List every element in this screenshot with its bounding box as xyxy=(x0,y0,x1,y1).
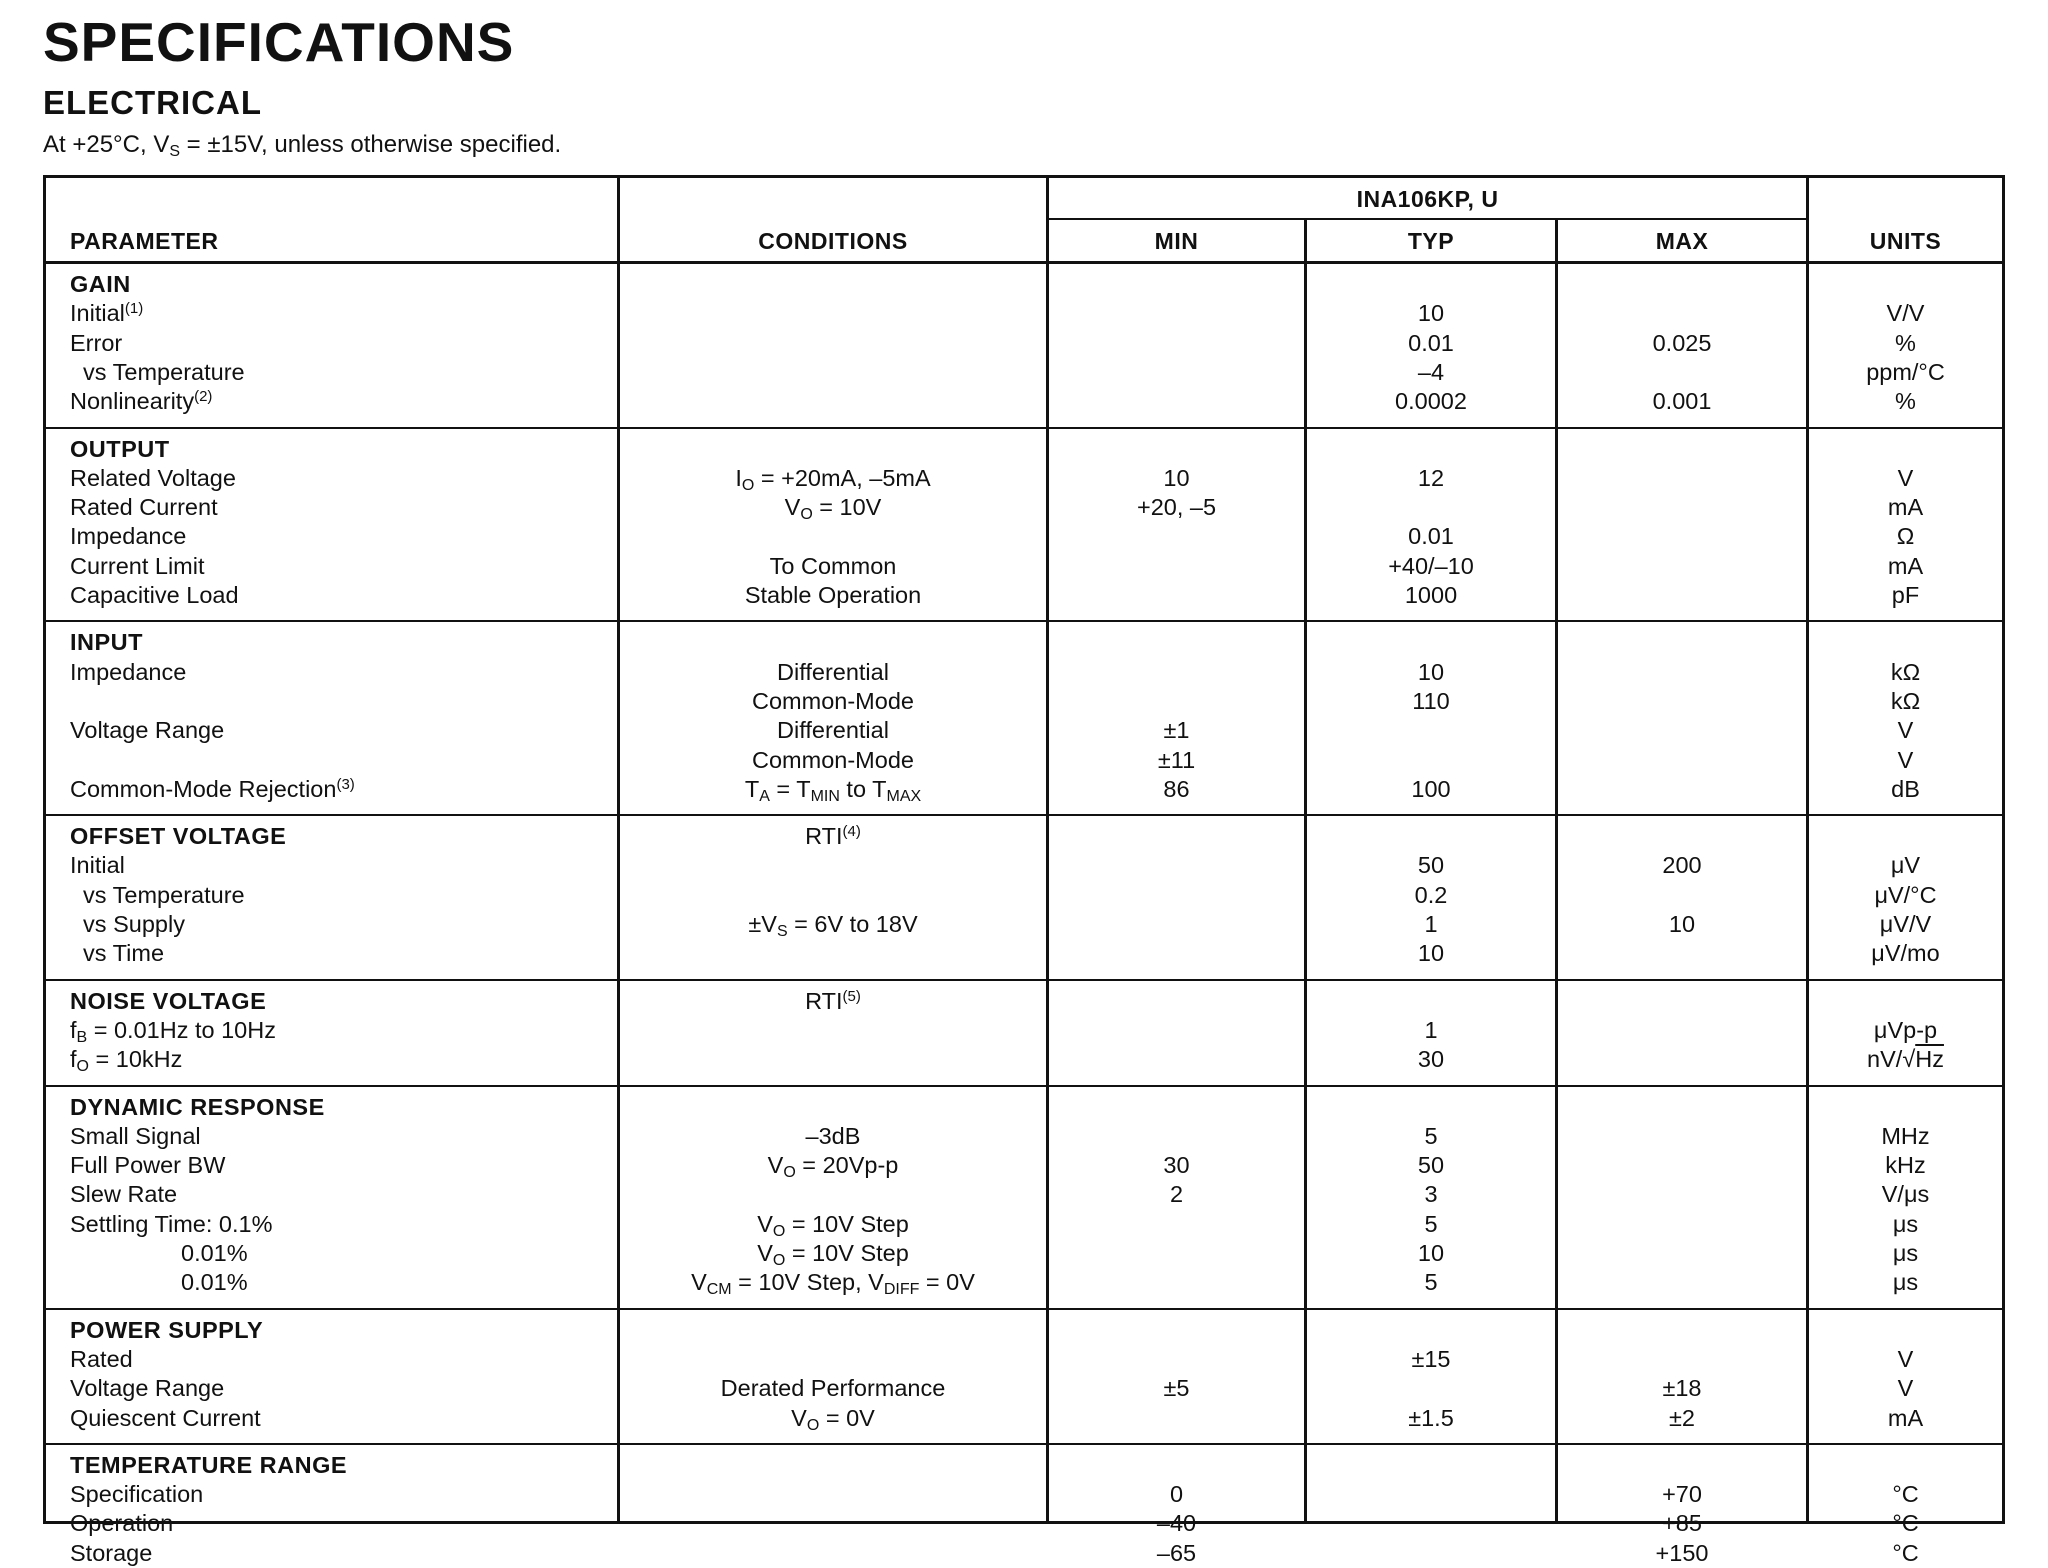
subscript: B xyxy=(76,1028,88,1046)
param-cell: Impedance xyxy=(70,658,187,685)
section-divider xyxy=(46,979,2002,981)
units-cell: ppm/°C xyxy=(1866,358,1945,385)
min-cell: 30 xyxy=(1163,1152,1190,1179)
min-cell: ±5 xyxy=(1163,1375,1190,1402)
units-cell: °C xyxy=(1892,1481,1919,1508)
param-cell: Operation xyxy=(70,1510,174,1537)
section-title: GAIN xyxy=(70,271,131,297)
units-cell: kΩ xyxy=(1890,687,1921,714)
units-cell: V xyxy=(1897,717,1914,744)
subscript: A xyxy=(759,787,770,805)
typ-cell: 1 xyxy=(1424,911,1438,937)
header-parameter: PARAMETER xyxy=(70,228,219,254)
param-cell: Slew Rate xyxy=(70,1181,178,1208)
max-cell: 200 xyxy=(1662,852,1702,879)
typ-cell: 12 xyxy=(1417,464,1445,491)
typ-cell: 10 xyxy=(1417,658,1445,685)
param-cell: 0.01% xyxy=(70,1269,248,1296)
spec-table xyxy=(43,175,2005,1566)
cond-cell: Common-Mode xyxy=(752,746,914,773)
units-cell: μs xyxy=(1892,1240,1919,1266)
units-cell: mA xyxy=(1887,552,1924,579)
param-cell: 0.01% xyxy=(70,1240,248,1266)
min-cell: 10 xyxy=(1163,464,1190,491)
max-cell: 0.001 xyxy=(1652,388,1712,415)
units-cell: V xyxy=(1897,1345,1914,1372)
section-title: OFFSET VOLTAGE xyxy=(70,823,287,850)
param-cell: Impedance xyxy=(70,523,187,550)
units-cell: °C xyxy=(1892,1510,1919,1537)
units-cell: dB xyxy=(1891,775,1920,802)
max-cell: 10 xyxy=(1668,911,1696,937)
max-cell: +85 xyxy=(1662,1510,1702,1537)
typ-cell: ±1.5 xyxy=(1408,1404,1454,1431)
subscript: O xyxy=(772,1252,786,1269)
cond-cell: $T_A = T_{MIN}$ to $T_{MAX}$ xyxy=(744,775,922,805)
subscript: DIFF xyxy=(883,1281,920,1299)
cond-cell: Differential xyxy=(777,658,889,685)
units-cell: °C xyxy=(1892,1539,1919,1566)
cond-cell: $V_O = 10V$ Step xyxy=(757,1210,909,1240)
units-cell: μs xyxy=(1892,1210,1919,1237)
cond-cell: $V_O = 0V$ xyxy=(791,1404,875,1434)
param-cell: vs Temperature xyxy=(70,881,245,908)
units-cell: mA xyxy=(1887,494,1924,521)
min-cell: ±1 xyxy=(1163,717,1190,744)
subscript: O xyxy=(800,506,813,524)
param-cell: Rated Current xyxy=(70,494,218,521)
header-group: INA106KP, U xyxy=(1356,186,1499,212)
note-subscript: S xyxy=(169,143,180,160)
section-divider xyxy=(46,1443,2002,1445)
cond-cell: $\pm V_S = 6V$ to 18V xyxy=(748,911,918,940)
typ-cell: ±15 xyxy=(1411,1345,1451,1372)
units-cell: μV/mo xyxy=(1871,940,1940,967)
param-cell: Voltage Range xyxy=(70,717,225,744)
units-cell: nV/√Hz xyxy=(1867,1046,1944,1073)
units-cell: V xyxy=(1897,746,1914,773)
typ-cell: 5 xyxy=(1424,1210,1438,1237)
header-rule xyxy=(46,261,2002,264)
section-divider xyxy=(46,814,2002,816)
section-title: POWER SUPPLY xyxy=(70,1316,264,1343)
typ-cell: 50 xyxy=(1417,1152,1445,1179)
param-cell: vs Temperature xyxy=(70,358,245,385)
max-cell: +70 xyxy=(1662,1481,1702,1508)
min-cell: 86 xyxy=(1163,775,1190,802)
typ-cell: –4 xyxy=(1417,358,1445,385)
max-cell: 0.025 xyxy=(1652,329,1712,356)
units-cell: μV xyxy=(1890,852,1921,879)
param-cell: Error xyxy=(70,329,123,356)
header-group-rule xyxy=(1046,218,1806,220)
param-cell: Initial$^{(1)}$ xyxy=(70,300,144,327)
param-cell: Small Signal xyxy=(70,1122,201,1149)
cond-cell: $V_O = 20Vp-p$ xyxy=(767,1152,899,1182)
max-cell: ±18 xyxy=(1662,1375,1702,1402)
typ-cell: +40/–10 xyxy=(1388,552,1474,579)
param-cell: Initial xyxy=(70,852,125,879)
section-divider xyxy=(46,1085,2002,1087)
param-cell: Voltage Range xyxy=(70,1375,225,1402)
section-subtitle: ELECTRICAL xyxy=(43,84,262,121)
note-text-tail: = ±15V, unless otherwise specified. xyxy=(180,131,562,158)
typ-cell: 0.2 xyxy=(1414,881,1448,908)
param-cell: Specification xyxy=(70,1481,204,1508)
typ-cell: 1000 xyxy=(1404,582,1458,608)
max-cell: ±2 xyxy=(1669,1404,1695,1431)
cond-cell: Common-Mode xyxy=(752,687,914,714)
units-cell: V/μs xyxy=(1881,1181,1930,1208)
max-cell: +150 xyxy=(1655,1539,1709,1566)
section-title: OUTPUT xyxy=(70,435,170,462)
param-cell: Storage xyxy=(70,1539,153,1566)
typ-cell: 110 xyxy=(1412,687,1450,714)
min-cell: –65 xyxy=(1156,1539,1197,1566)
param-cell: Related Voltage xyxy=(70,464,236,491)
footnote-ref: (1) xyxy=(124,300,144,318)
min-cell: 0 xyxy=(1169,1481,1184,1508)
cond-cell: Stable Operation xyxy=(744,582,922,608)
section-title: DYNAMIC RESPONSE xyxy=(70,1093,325,1120)
min-cell: +20, –5 xyxy=(1136,494,1217,521)
cond-cell: $V_O = 10V$ Step xyxy=(757,1240,909,1269)
cond-cell: $V_O = 10V$ xyxy=(784,494,882,524)
header-min: MIN xyxy=(1154,228,1199,254)
typ-cell: 10 xyxy=(1417,940,1445,967)
subscript: MAX xyxy=(886,787,922,805)
typ-cell: 5 xyxy=(1424,1122,1438,1149)
typ-cell: 0.01 xyxy=(1408,523,1454,550)
cond-cell: To Common xyxy=(769,552,897,579)
cond-cell: –3dB xyxy=(805,1122,861,1149)
footnote-ref: (4) xyxy=(842,823,861,841)
typ-cell: 10 xyxy=(1417,1240,1445,1266)
units-cell: % xyxy=(1895,329,1916,356)
units-cell: kΩ xyxy=(1890,658,1921,685)
typ-cell: 5 xyxy=(1424,1269,1438,1296)
param-cell: $f_O = 10kHz$ xyxy=(70,1046,183,1076)
cond-cell: $I_O = +20mA$, –5mA xyxy=(735,464,931,494)
param-cell: Settling Time: 0.1% xyxy=(70,1210,273,1237)
subscript: O xyxy=(741,476,755,494)
section-divider xyxy=(46,427,2002,429)
page-title: SPECIFICATIONS xyxy=(43,11,515,73)
section-title: TEMPERATURE RANGE xyxy=(70,1451,348,1478)
sqrt-overline: Hz xyxy=(1915,1046,1944,1073)
typ-cell: 1 xyxy=(1424,1016,1438,1043)
header-typ: TYP xyxy=(1407,228,1455,254)
units-cell: V xyxy=(1897,1375,1914,1402)
conditions-note xyxy=(43,131,561,159)
typ-cell: 3 xyxy=(1424,1181,1438,1208)
param-cell: vs Supply xyxy=(70,911,185,937)
header-units: UNITS xyxy=(1869,228,1942,254)
section-condition: RTI$^{(5)}$ xyxy=(805,987,861,1014)
units-cell: kHz xyxy=(1885,1152,1926,1179)
units-cell: V xyxy=(1897,464,1914,491)
footnote-ref: (2) xyxy=(194,388,213,406)
units-cell: pF xyxy=(1891,582,1920,608)
min-cell: –40 xyxy=(1156,1510,1197,1537)
section-divider xyxy=(46,620,2002,622)
units-cell: V/V xyxy=(1886,300,1925,327)
typ-cell: 0.0002 xyxy=(1395,388,1467,415)
section-title: INPUT xyxy=(70,629,143,656)
param-cell: Nonlinearity$^{(2)}$ xyxy=(70,388,213,415)
param-cell: Rated xyxy=(70,1345,133,1372)
min-cell: ±11 xyxy=(1157,746,1196,773)
typ-cell: 50 xyxy=(1417,852,1445,879)
header-max: MAX xyxy=(1655,228,1709,254)
section-divider xyxy=(46,1308,2002,1310)
units-cell: % xyxy=(1895,388,1916,415)
units-cell: μV/°C xyxy=(1874,881,1937,908)
units-cell: μVp-p xyxy=(1873,1016,1938,1043)
cond-cell: Differential xyxy=(777,717,889,744)
param-cell: Common-Mode Rejection$^{(3)}$ xyxy=(70,775,355,802)
cond-cell: $V_{CM} = 10V$ Step, $V_{DIFF} = 0V$ xyxy=(691,1269,975,1299)
typ-cell: 100 xyxy=(1411,775,1451,802)
min-cell: 2 xyxy=(1169,1181,1184,1208)
param-cell: Capacitive Load xyxy=(70,582,239,608)
typ-cell: 10 xyxy=(1417,300,1445,327)
subscript: O xyxy=(806,1416,820,1434)
param-cell: $f_B = 0.01Hz$ to 10Hz xyxy=(70,1016,276,1046)
section-title: NOISE VOLTAGE xyxy=(70,987,267,1014)
subscript: O xyxy=(772,1222,786,1240)
param-cell: Current Limit xyxy=(70,552,205,579)
units-cell: μV/V xyxy=(1879,911,1932,937)
cond-cell: Derated Performance xyxy=(720,1375,946,1402)
subscript: O xyxy=(76,1058,89,1076)
note-text: At +25°C, V xyxy=(43,131,170,158)
subscript: CM xyxy=(706,1281,732,1299)
subscript: S xyxy=(776,923,788,940)
typ-cell: 0.01 xyxy=(1408,329,1454,356)
param-cell: Quiescent Current xyxy=(70,1404,261,1431)
units-cell: mA xyxy=(1887,1404,1924,1431)
subscript: MIN xyxy=(810,787,840,805)
header-conditions: CONDITIONS xyxy=(758,228,908,254)
footnote-ref: (5) xyxy=(842,987,861,1005)
param-cell: vs Time xyxy=(70,940,165,967)
section-condition: RTI$^{(4)}$ xyxy=(805,823,861,850)
typ-cell: 30 xyxy=(1417,1046,1445,1073)
units-cell: MHz xyxy=(1881,1122,1930,1149)
units-cell: Ω xyxy=(1896,523,1915,550)
units-cell: μs xyxy=(1892,1269,1919,1296)
param-cell: Full Power BW xyxy=(70,1152,226,1179)
footnote-ref: (3) xyxy=(336,775,355,793)
subscript: O xyxy=(783,1164,796,1182)
